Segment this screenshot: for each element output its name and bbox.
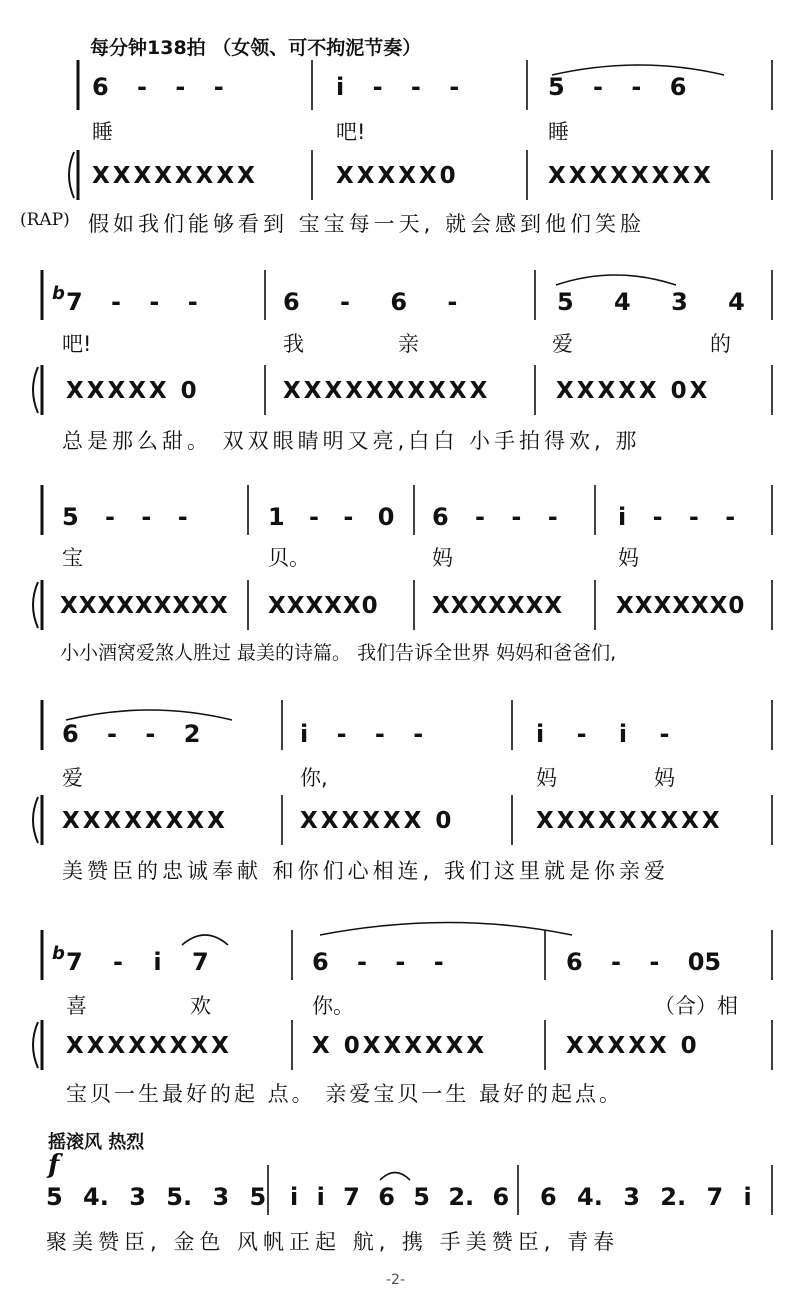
dynamic-marking: f <box>48 1150 60 1180</box>
rhythm-measure: XXXXX 0 <box>566 1033 700 1059</box>
style-marking: 摇滚风 热烈 <box>48 1132 145 1153</box>
rhythm-measure: XXXXXX 0 <box>300 808 455 834</box>
melody-measure: 7 - i 7 <box>66 948 209 976</box>
melody-measure: 6 - - - <box>432 503 558 531</box>
lyric: 贝。 <box>268 546 310 570</box>
rhythm-measure: XXXXX0 <box>268 593 379 619</box>
melody-measure: 7 - - - <box>66 288 198 316</box>
melody-measure: i - - - <box>336 73 460 101</box>
lyric: 睡 <box>92 120 113 144</box>
melody-measure: 6 - - 2 <box>62 720 201 748</box>
rhythm-measure: XXXXXXXX <box>62 808 228 834</box>
rhythm-measure: XXXXXXXX <box>92 163 258 189</box>
rhythm-measure: X 0XXXXXX <box>312 1033 488 1059</box>
page-number: -2- <box>386 1272 406 1288</box>
rap-lyrics: 总是那么甜。 双双眼睛明又亮,白白 小手拍得欢, 那 <box>62 429 641 453</box>
melody-measure: i i 7 6 5 2. 6 <box>290 1183 510 1211</box>
rap-lyrics: 小小酒窝爱煞人胜过 最美的诗篇。 我们告诉全世界 妈妈和爸爸们, <box>60 642 617 664</box>
rap-lyrics: 宝贝一生最好的起 点。 亲爱宝贝一生 最好的起点。 <box>66 1082 624 1106</box>
rap-lyrics: 假如我们能够看到 宝宝每一天, 就会感到他们笑脸 <box>88 212 646 236</box>
rhythm-measure: XXXXXXXX <box>66 1033 232 1059</box>
rhythm-measure: XXXXX 0 <box>66 378 200 404</box>
melody-measure: i - - - <box>618 503 736 531</box>
lyric: 妈 <box>432 546 453 570</box>
melody-measure: i - i - <box>536 720 670 748</box>
tempo-marking: 每分钟138拍 （女领、可不拘泥节奏） <box>90 37 422 59</box>
rhythm-measure: XXXXX0 <box>336 163 459 189</box>
lyric: 喜 <box>66 994 87 1018</box>
lyric: （合）相 <box>654 994 738 1018</box>
lyric: 的 <box>710 332 731 356</box>
lyric: 你, <box>300 766 328 790</box>
rhythm-measure: XXXXX 0X <box>556 378 711 404</box>
melody-measure: 1 - - 0 <box>268 503 395 531</box>
melody-measure: 6 4. 3 2. 7 i <box>540 1183 752 1211</box>
lyric: 妈 <box>654 766 675 790</box>
flat-sign: b <box>52 943 65 964</box>
lyric: 爱 <box>552 332 573 356</box>
lyric: 欢 <box>190 994 211 1018</box>
flat-sign: b <box>52 283 65 304</box>
lyric: 我 <box>283 332 304 356</box>
lyric: 爱 <box>62 766 83 790</box>
melody-measure: 5 4. 3 5. 3 5 <box>46 1183 267 1211</box>
rhythm-measure: XXXXXXXXX <box>60 593 229 619</box>
rhythm-measure: XXXXXXXX <box>548 163 714 189</box>
melody-measure: 5 - - - <box>62 503 188 531</box>
rhythm-measure: XXXXXX0 <box>616 593 746 619</box>
melody-measure: 5 4 3 4 <box>557 288 745 316</box>
rhythm-measure: XXXXXXX <box>432 593 564 619</box>
melody-measure: 6 - - 05 <box>566 948 722 976</box>
lyric: 你。 <box>312 994 354 1018</box>
melody-measure: 6 - 6 - <box>283 288 458 316</box>
melody-measure: 6 - - - <box>92 73 224 101</box>
rhythm-measure: XXXXXXXXXX <box>283 378 491 404</box>
rap-label: (RAP) <box>20 210 70 230</box>
lyric: 妈 <box>618 546 639 570</box>
rhythm-measure: XXXXXXXXX <box>536 808 723 834</box>
melody-measure: i - - - <box>300 720 424 748</box>
lyric: 妈 <box>536 766 557 790</box>
lyric: 吧! <box>62 332 92 356</box>
lyric: 吧! <box>336 120 366 144</box>
rap-lyrics: 美赞臣的忠诚奉献 和你们心相连, 我们这里就是你亲爱 <box>62 859 670 883</box>
lyric: 宝 <box>62 546 83 570</box>
melody-measure: 6 - - - <box>312 948 444 976</box>
lyric: 亲 <box>398 332 419 356</box>
lyric: 睡 <box>548 120 569 144</box>
melody-measure: 5 - - 6 <box>548 73 687 101</box>
section-lyrics: 聚美赞臣, 金色 风帆正起 航, 携 手美赞臣, 青春 <box>46 1230 620 1254</box>
